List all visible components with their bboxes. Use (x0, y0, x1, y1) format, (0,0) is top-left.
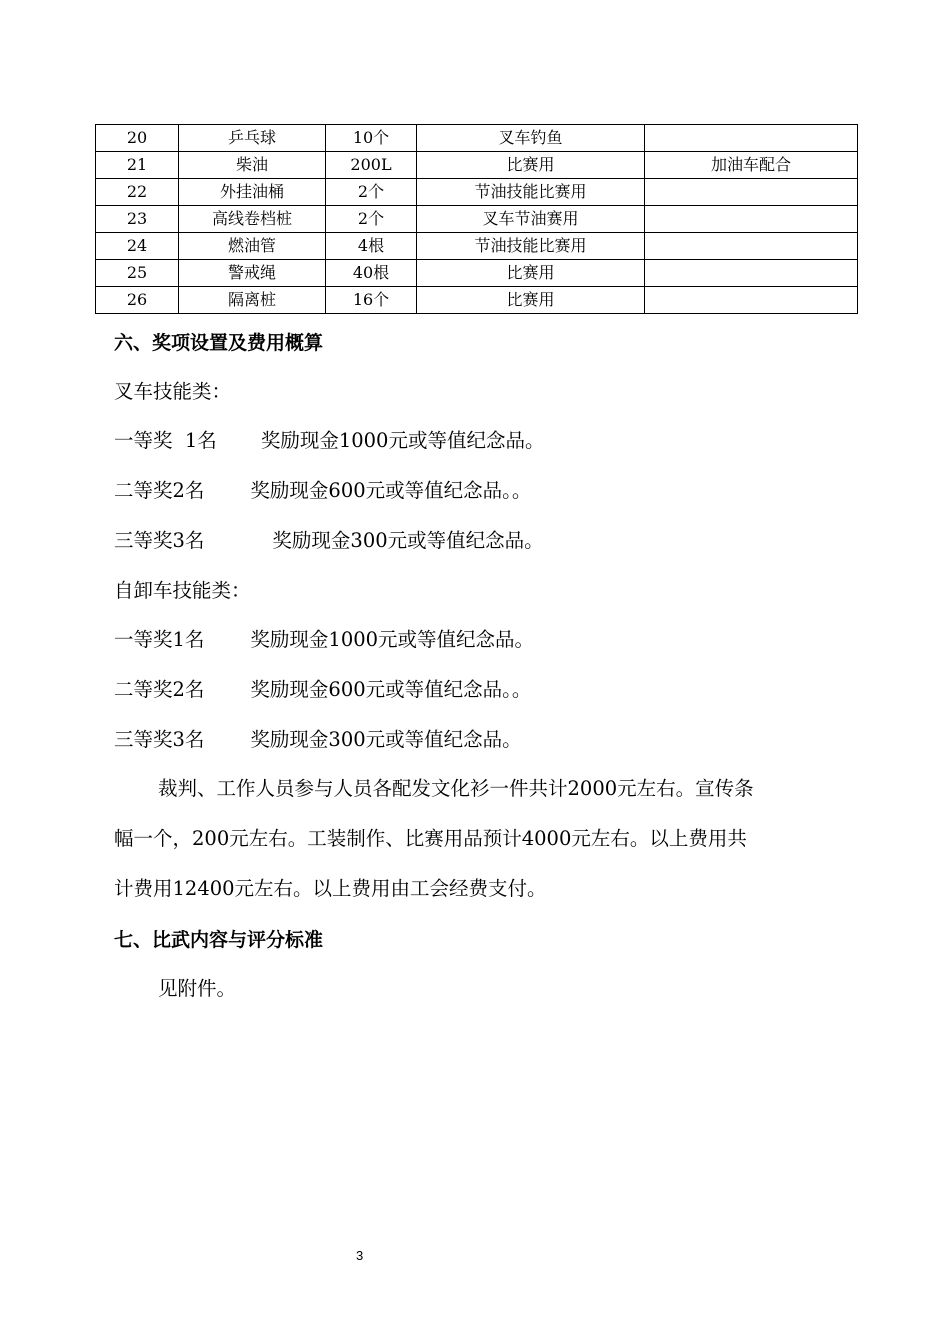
section7-body: 见附件。 (158, 977, 237, 1000)
table-cell-name: 隔离桩 (179, 287, 326, 314)
table-cell-use: 比赛用 (417, 260, 645, 287)
expense-paragraph-line-3: 计费用12400元左右。以上费用由工会经费支付。 (114, 877, 547, 900)
table-cell-note: 加油车配合 (645, 152, 858, 179)
prize-reward: 奖励现金300元或等值纪念品。 (250, 728, 522, 751)
table-cell-note (645, 125, 858, 152)
prize-rank: 一等奖 1名 (114, 429, 217, 452)
table-cell-use: 比赛用 (417, 152, 645, 179)
table-cell-no: 25 (96, 260, 179, 287)
table-cell-no: 20 (96, 125, 179, 152)
table-cell-use: 比赛用 (417, 287, 645, 314)
table-row (96, 179, 858, 206)
dumptruck-prize-2 (114, 676, 531, 704)
table-cell-qty: 10个 (326, 125, 417, 152)
table-cell-note (645, 206, 858, 233)
dumptruck-prize-3 (114, 726, 522, 754)
table-cell-note (645, 260, 858, 287)
table-cell-use: 叉车钓鱼 (417, 125, 645, 152)
table-cell-qty: 2个 (326, 206, 417, 233)
table-cell-name: 外挂油桶 (179, 179, 326, 206)
table-row (96, 287, 858, 314)
prize-reward: 奖励现金300元或等值纪念品。 (272, 529, 544, 552)
table-cell-name: 乒乓球 (179, 125, 326, 152)
table-cell-qty: 16个 (326, 287, 417, 314)
dumptruck-prize-1 (114, 626, 534, 654)
table-cell-use: 叉车节油赛用 (417, 206, 645, 233)
prize-rank: 三等奖3名 (114, 728, 205, 751)
table-cell-no: 24 (96, 233, 179, 260)
table-row (96, 233, 858, 260)
table-cell-qty: 4根 (326, 233, 417, 260)
table-cell-use: 节油技能比赛用 (417, 233, 645, 260)
dumptruck-category-title: 自卸车技能类： (114, 579, 251, 602)
expense-paragraph-line-1: 裁判、工作人员参与人员各配发文化衫一件共计2000元左右。宣传条 (158, 777, 754, 800)
table-cell-name: 燃油管 (179, 233, 326, 260)
table-row (96, 260, 858, 287)
table-cell-no: 22 (96, 179, 179, 206)
table-cell-no: 23 (96, 206, 179, 233)
prize-rank: 三等奖3名 (114, 529, 205, 552)
expense-paragraph-line-2: 幅一个，200元左右。工装制作、比赛用品预计4000元左右。以上费用共 (114, 827, 747, 850)
table-row (96, 152, 858, 179)
prize-reward: 奖励现金1000元或等值纪念品。 (250, 628, 535, 651)
table-cell-note (645, 287, 858, 314)
forklift-prize-2 (114, 477, 531, 505)
table-row (96, 206, 858, 233)
table-cell-name: 柴油 (179, 152, 326, 179)
prize-reward: 奖励现金600元或等值纪念品。。 (250, 479, 532, 502)
table-cell-use: 节油技能比赛用 (417, 179, 645, 206)
forklift-prize-3 (114, 527, 544, 555)
table-cell-note (645, 233, 858, 260)
table-cell-qty: 200L (326, 152, 417, 179)
forklift-category-title: 叉车技能类： (114, 380, 232, 403)
table-cell-note (645, 179, 858, 206)
table-cell-no: 26 (96, 287, 179, 314)
prize-rank: 二等奖2名 (114, 479, 205, 502)
prize-rank: 一等奖1名 (114, 628, 205, 651)
equipment-table (95, 124, 858, 314)
table-cell-name: 高线卷档桩 (179, 206, 326, 233)
table-cell-no: 21 (96, 152, 179, 179)
section7-heading: 七、比武内容与评分标准 (114, 929, 324, 951)
prize-rank: 二等奖2名 (114, 678, 205, 701)
forklift-prize-1 (114, 427, 544, 455)
prize-reward: 奖励现金1000元或等值纪念品。 (260, 429, 545, 452)
table-cell-qty: 2个 (326, 179, 417, 206)
table-cell-name: 警戒绳 (179, 260, 326, 287)
table-row (96, 125, 858, 152)
prize-reward: 奖励现金600元或等值纪念品。。 (250, 678, 532, 701)
table-cell-qty: 40根 (326, 260, 417, 287)
page-number: 3 (356, 1248, 364, 1263)
section6-heading: 六、奖项设置及费用概算 (114, 332, 324, 354)
equipment-table-body (96, 125, 858, 314)
